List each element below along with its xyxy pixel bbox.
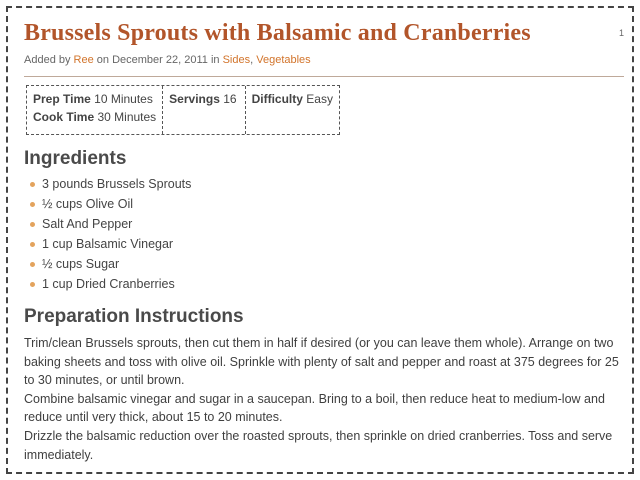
ingredient-item — [28, 174, 191, 194]
ingredient-item — [28, 274, 191, 294]
bullet-icon — [30, 202, 35, 207]
bullet-icon — [30, 182, 35, 187]
ingredient-text: 1 cup Balsamic Vinegar — [42, 237, 174, 251]
ingredient-text: 1 cup Dried Cranberries — [42, 277, 175, 291]
difficulty-value: Easy — [306, 92, 333, 106]
category-link-vegetables[interactable]: Vegetables — [256, 54, 311, 66]
bullet-icon — [30, 222, 35, 227]
ingredient-text: ½ cups Olive Oil — [42, 197, 134, 211]
recipe-meta — [24, 54, 311, 66]
instructions-heading: Preparation Instructions — [24, 306, 244, 327]
instruction-step: Drizzle the balsamic reduction over the roasted sprouts, then sprinkle on dried cranberries. Toss and serve immediately. — [24, 428, 613, 462]
ingredient-text: Salt And Pepper — [42, 217, 133, 231]
ingredient-item — [28, 254, 191, 274]
ingredient-item — [28, 234, 191, 254]
time-stats — [27, 86, 162, 134]
prep-time-label: Prep Time — [33, 92, 91, 106]
recipe-stats-box — [26, 85, 340, 135]
difficulty-label: Difficulty — [251, 92, 303, 106]
prep-time — [33, 90, 156, 108]
ingredient-text: 3 pounds Brussels Sprouts — [42, 177, 192, 191]
category-separator: , — [250, 54, 254, 66]
category-link-sides[interactable]: Sides — [222, 54, 251, 66]
servings-value: 16 — [223, 92, 237, 106]
bullet-icon — [30, 282, 35, 287]
added-by-label: Added by — [24, 54, 71, 66]
instructions-body — [24, 334, 622, 464]
instruction-step: Trim/clean Brussels sprouts, then cut them in half if desired (or you can leave them whole). Arrange on two baking sheets and toss with olive oil. Sprinkle with plenty of salt and pepper and roast at 375 degrees for 25 to 30 minutes, or until brown. — [24, 336, 619, 388]
ingredient-text: ½ cups Sugar — [42, 257, 120, 271]
cook-time-label: Cook Time — [33, 110, 95, 124]
cook-time — [33, 108, 156, 126]
date-text: on December 22, 2011 in — [96, 54, 220, 66]
servings-stat — [162, 86, 244, 134]
recipe-card — [6, 6, 634, 474]
page-number: 1 — [618, 28, 624, 38]
ingredients-heading: Ingredients — [24, 148, 127, 169]
ingredients-list — [28, 174, 191, 294]
servings-label: Servings — [169, 92, 220, 106]
recipe-title: Brussels Sprouts with Balsamic and Cranberries — [24, 20, 531, 46]
title-divider — [24, 76, 624, 77]
prep-time-value: 10 Minutes — [94, 92, 153, 106]
ingredient-item — [28, 194, 191, 214]
instruction-step: Combine balsamic vinegar and sugar in a saucepan. Bring to a boil, then reduce heat to medium-low and reduce until very thick, about 15 to 20 minutes. — [24, 391, 605, 425]
bullet-icon — [30, 262, 35, 267]
ingredient-item — [28, 214, 191, 234]
difficulty-stat — [245, 86, 339, 134]
bullet-icon — [30, 242, 35, 247]
cook-time-value: 30 Minutes — [97, 110, 157, 124]
author-link[interactable]: Ree — [73, 54, 94, 66]
